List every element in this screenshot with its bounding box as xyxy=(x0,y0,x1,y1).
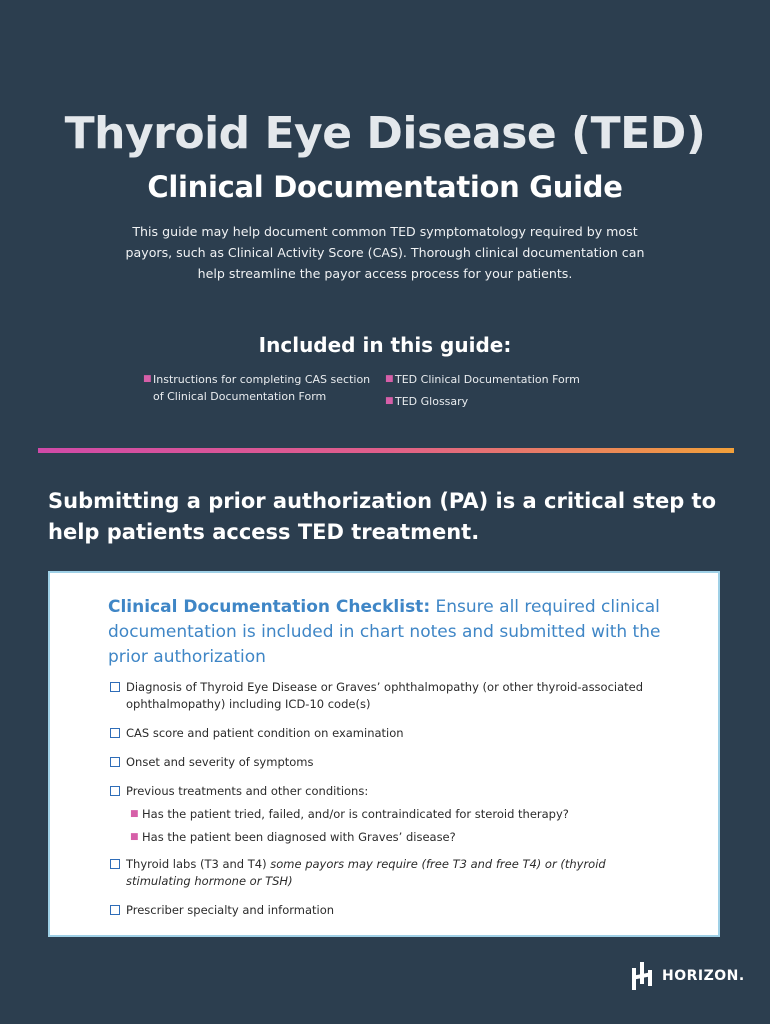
checklist-item xyxy=(110,754,670,771)
included-item-label: TED Glossary xyxy=(395,395,469,408)
bullet-icon: ■ xyxy=(385,374,394,384)
bullet-icon: ■ xyxy=(130,809,139,819)
checklist-item-label: Previous treatments and other conditions: xyxy=(126,784,369,798)
checklist-item-label xyxy=(126,856,670,890)
pa-heading: Submitting a prior authorization (PA) is a critical step to help patients access TED treatment. xyxy=(48,489,717,544)
intro-paragraph: This guide may help document common TED symptomatology required by most payors, such as Clinical Activity Score (CAS). Thorough clinical documentation can help streamline the payor access process for your patients. xyxy=(125,224,645,281)
page-title: Thyroid Eye Disease (TED) xyxy=(64,108,706,159)
included-item-label: TED Clinical Documentation Form xyxy=(395,373,580,386)
checkbox-icon[interactable] xyxy=(110,682,120,692)
checklist-item-label: Diagnosis of Thyroid Eye Disease or Graves’ ophthalmopathy (or other thyroid-associated ophthalmopathy) including ICD-10 code(s) xyxy=(126,680,644,711)
checkbox-icon[interactable] xyxy=(110,757,120,767)
bullet-icon: ■ xyxy=(385,396,394,406)
included-heading: Included in this guide: xyxy=(258,333,512,357)
checklist-item xyxy=(110,725,670,742)
checklist-item xyxy=(110,902,670,919)
list-item xyxy=(385,371,605,388)
checklist-heading-rest: Ensure all required clinical documentation is included in chart notes and submitted with the prior authorization xyxy=(108,597,661,667)
labs-plain: Thyroid labs (T3 and T4) xyxy=(126,857,267,871)
checkbox-icon[interactable] xyxy=(110,728,120,738)
list-item xyxy=(385,393,605,410)
logo-text: HORIZON. xyxy=(662,968,745,984)
list-item xyxy=(130,806,670,823)
horizon-logo-icon xyxy=(630,960,654,992)
checkbox-icon[interactable] xyxy=(110,859,120,869)
gradient-divider xyxy=(38,448,734,453)
checkbox-icon[interactable] xyxy=(110,905,120,915)
sub-list xyxy=(130,806,670,846)
checklist-heading xyxy=(108,595,668,670)
checklist-card xyxy=(48,571,720,937)
bullet-icon: ■ xyxy=(130,832,139,842)
list-item xyxy=(130,829,670,846)
included-item-label: Instructions for completing CAS section of Clinical Documentation Form xyxy=(153,373,371,403)
checklist-item-label: CAS score and patient condition on examination xyxy=(126,726,404,740)
included-list-left xyxy=(143,371,373,410)
checklist-item-label: Onset and severity of symptoms xyxy=(126,755,314,769)
list-item xyxy=(143,371,373,405)
sub-item-label: Has the patient tried, failed, and/or is contraindicated for steroid therapy? xyxy=(142,807,569,821)
sub-item-label: Has the patient been diagnosed with Graves’ disease? xyxy=(142,830,456,844)
checklist-item xyxy=(110,856,670,890)
checklist-item xyxy=(110,783,670,800)
checklist-item-label: Prescriber specialty and information xyxy=(126,903,335,917)
horizon-logo xyxy=(630,960,745,992)
labs-italic: some payors may require (free T3 and free T4) or (thyroid stimulating hormone or TSH) xyxy=(126,857,606,888)
checklist-heading-bold: Clinical Documentation Checklist: xyxy=(108,597,431,617)
checklist xyxy=(110,679,670,931)
page-subtitle: Clinical Documentation Guide xyxy=(147,170,623,204)
included-list-right xyxy=(385,371,605,415)
checklist-item xyxy=(110,679,670,713)
checkbox-icon[interactable] xyxy=(110,786,120,796)
bullet-icon: ■ xyxy=(143,374,152,384)
